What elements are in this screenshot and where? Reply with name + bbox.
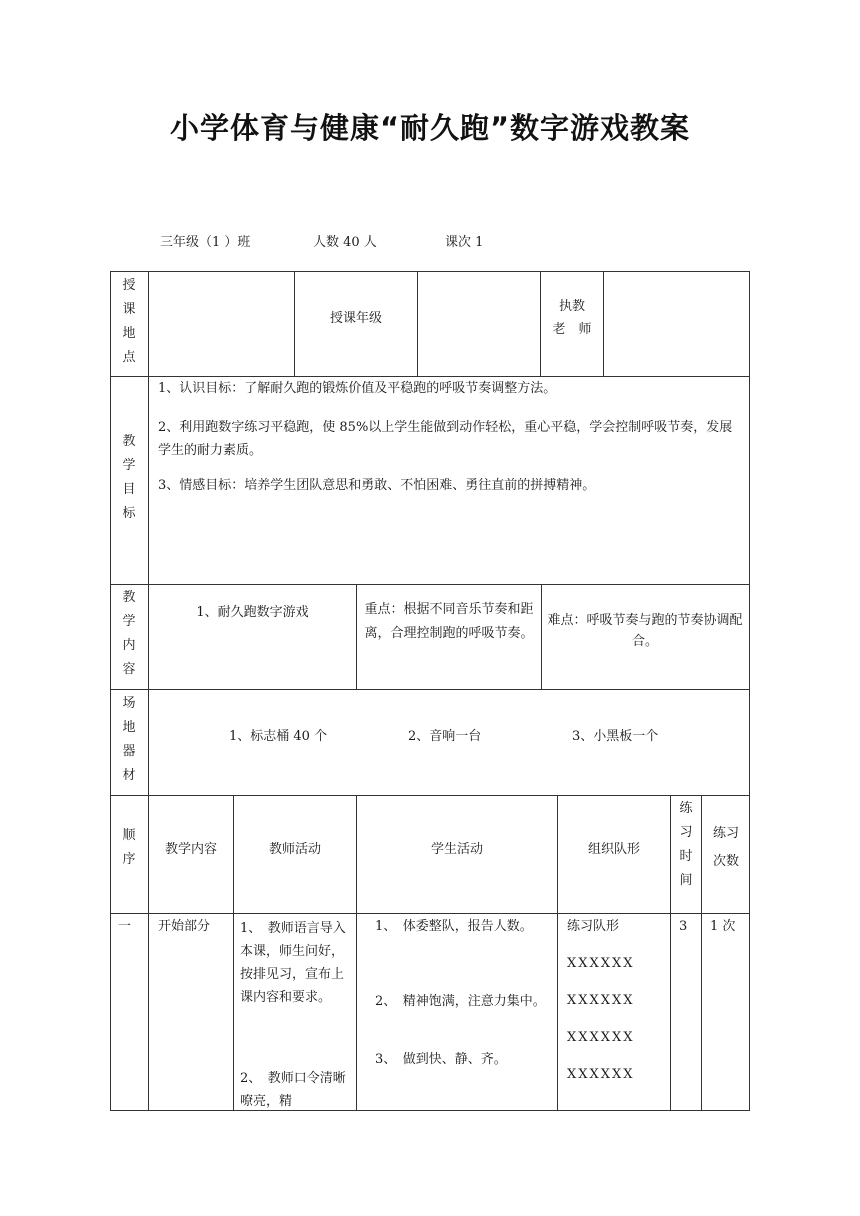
col-order: 顺序 (122, 828, 136, 867)
content-label: 教学内容 (122, 590, 136, 677)
equipment-label: 场地器材 (122, 696, 136, 783)
page-title: 小学体育与健康“耐久跑”数字游戏教案 (169, 111, 691, 145)
grade-label: 授课年级 (329, 311, 382, 326)
section-order: 一 (118, 919, 132, 934)
col-times: 练习次数 (712, 826, 739, 869)
teacher-activity-1: 1、 教师语言导入本课，师生问好，按排见习，宣布上课内容和要求。 (240, 921, 346, 1005)
col-time: 练习时间 (679, 801, 693, 888)
formation-row: XXXXXX (567, 1067, 635, 1082)
formation-row: XXXXXX (567, 956, 635, 971)
goal-1: 1、认识目标：了解耐久跑的锻炼价值及平稳跑的呼吸节奏调整方法。 (158, 381, 557, 396)
section-content: 开始部分 (158, 919, 211, 934)
content-item: 1、耐久跑数字游戏 (196, 605, 309, 620)
place-label: 授课地点 (122, 278, 136, 365)
col-teacher: 教师活动 (268, 842, 321, 857)
student-activity-3: 3、 做到快、静、齐。 (375, 1052, 507, 1067)
difficulty: 难点：呼吸节奏与跑的节奏协调配合。 (547, 613, 743, 649)
equipment-item-1: 1、标志桶 40 个 (229, 729, 328, 744)
student-activity-2: 2、 精神饱满，注意力集中。 (375, 994, 546, 1009)
teacher-activity-2: 2、 教师口令清晰嘹亮，精 (240, 1071, 346, 1109)
teacher-label-line1: 执教 (558, 299, 585, 314)
lesson-number: 课次 1 (445, 235, 484, 250)
col-content: 教学内容 (164, 842, 217, 857)
col-student: 学生活动 (430, 842, 483, 857)
goal-2: 2、利用跑数字练习平稳跑，使 85%以上学生能做到动作轻松，重心平稳，学会控制呼吸节奏，发展学生的耐力素质。 (158, 420, 733, 458)
key-point: 重点：根据不同音乐节奏和距离，合理控制跑的呼吸节奏。 (364, 602, 534, 641)
student-activity-1: 1、 体委整队，报告人数。 (375, 919, 533, 934)
practice-times: 1 次 (710, 919, 736, 934)
goal-3: 3、情感目标：培养学生团队意思和勇敢、不怕困难、勇往直前的拼搏精神。 (158, 478, 596, 493)
goals-label: 教学目标 (122, 434, 136, 521)
formation-row: XXXXXX (567, 1030, 635, 1045)
formation-label: 练习队形 (567, 919, 620, 934)
formation-row: XXXXXX (567, 993, 635, 1008)
equipment-item-2: 2、音响一台 (408, 729, 482, 744)
teacher-label-line2: 老 师 (552, 322, 592, 337)
equipment-item-3: 3、小黑板一个 (572, 729, 659, 744)
practice-time: 3 (679, 919, 688, 934)
class-info: 三年级（1 ）班 (160, 235, 251, 250)
col-formation: 组织队形 (587, 842, 640, 857)
student-count: 人数 40 人 (313, 235, 377, 250)
